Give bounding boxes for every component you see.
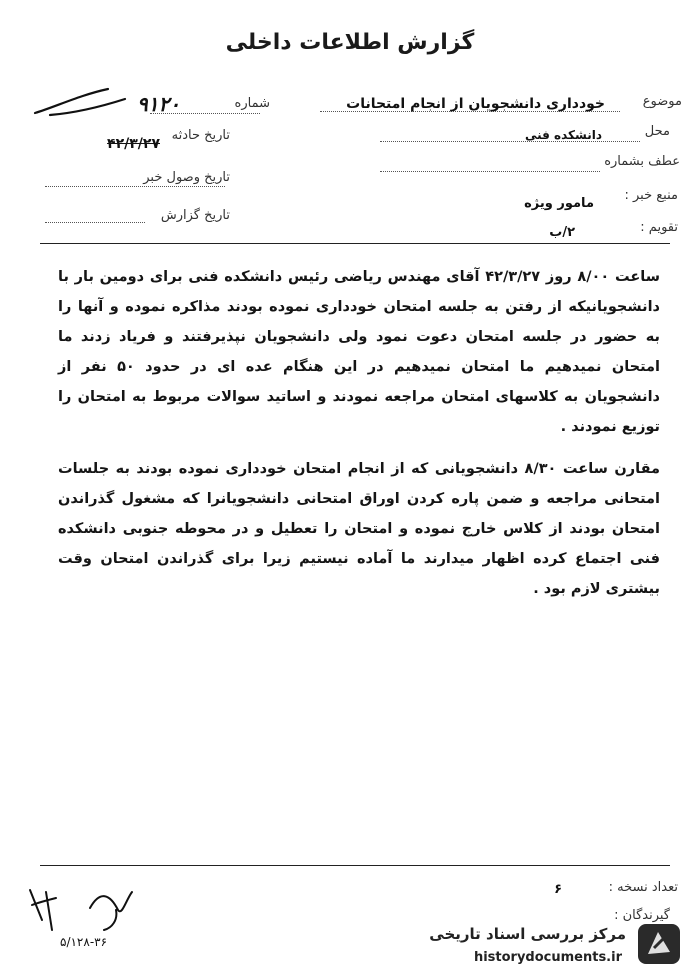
source-label: منبع خبر :: [624, 188, 678, 203]
document-code: ۵/۱۲۸-۳۶: [60, 935, 108, 949]
copies-value: ۶: [554, 882, 562, 897]
evaluation-label: تقویم :: [640, 220, 678, 235]
number-handwritten-stroke: [30, 85, 140, 125]
incident-date-value: ۴۲/۳/۲۷: [107, 136, 160, 152]
header-separator: [40, 243, 670, 244]
reference-dotted-line: [380, 171, 600, 172]
watermark-url: historydocuments.ir: [473, 950, 622, 965]
number-value: ۹۱۲۰: [137, 92, 180, 116]
handwritten-signature: [20, 880, 140, 940]
report-title: گزارش اطلاعات داخلی: [225, 30, 475, 55]
body-paragraph-2: مقارن ساعت ۸/۳۰ دانشجویانی که از انجام امتحان خودداری نموده بودند به جلسات امتحانی مراجعه و ضمن پاره کردن اوراق امتحانی دانشجویانرا که مشغول گذراندن امتحان بودند از کلاس خارج نموده و امتحان را تعطیل و در محوطه جنوبی دانشکده فنی اجتماع کرده اظهار میدارند ما آماده نیستیم زیرا برای گذراندن امتحان وقت بیشتری لازم بود .: [58, 461, 661, 597]
source-value: مامور ویژه: [524, 196, 594, 211]
archive-logo-icon: [636, 922, 682, 966]
location-label: محل: [644, 124, 670, 139]
news-received-label: تاریخ وصول خبر: [143, 170, 230, 185]
subject-value: خودداری دانشجویان از انجام امتحانات: [346, 96, 605, 112]
location-value: دانشکده فنی: [524, 128, 602, 142]
copies-label: تعداد نسخه :: [608, 880, 678, 895]
subject-label: موضوع: [642, 94, 682, 109]
report-date-dotted-line: [45, 222, 145, 223]
report-date-label: تاریخ گزارش: [160, 208, 230, 223]
report-body: [58, 262, 660, 604]
body-paragraph-1: ساعت ۸/۰۰ روز ۴۲/۳/۲۷ آقای مهندس ریاضی رئیس دانشکده فنی برای دومین بار با دانشجویانیکه از رفتن به جلسه امتحان خودداری نموده بودند مذاکره نموده و آنها را به حضور در جلسه امتحان دعوت نمود ولی دانشجویان نپذیرفتند و فریاد زدند ما امتحان نمیدهیم ما امتحان نمیدهیم در این هنگام عده ای در حدود ۵۰ نفر از دانشجویان به کلاسهای امتحان مراجعه نمودند و اساتید سوالات مربوط به امتحان را توزیع نمودند .: [58, 269, 660, 435]
incident-date-label: تاریخ حادثه: [171, 128, 230, 143]
recipients-label: گیرندگان :: [614, 908, 670, 923]
evaluation-value: ۲/ب: [549, 225, 575, 240]
footer-separator: [40, 865, 670, 866]
watermark-name: مرکز بررسی اسناد تاریخی: [429, 925, 626, 943]
number-label: شماره: [234, 96, 270, 111]
reference-label: عطف بشماره: [604, 154, 680, 169]
news-received-dotted-line: [45, 186, 225, 187]
